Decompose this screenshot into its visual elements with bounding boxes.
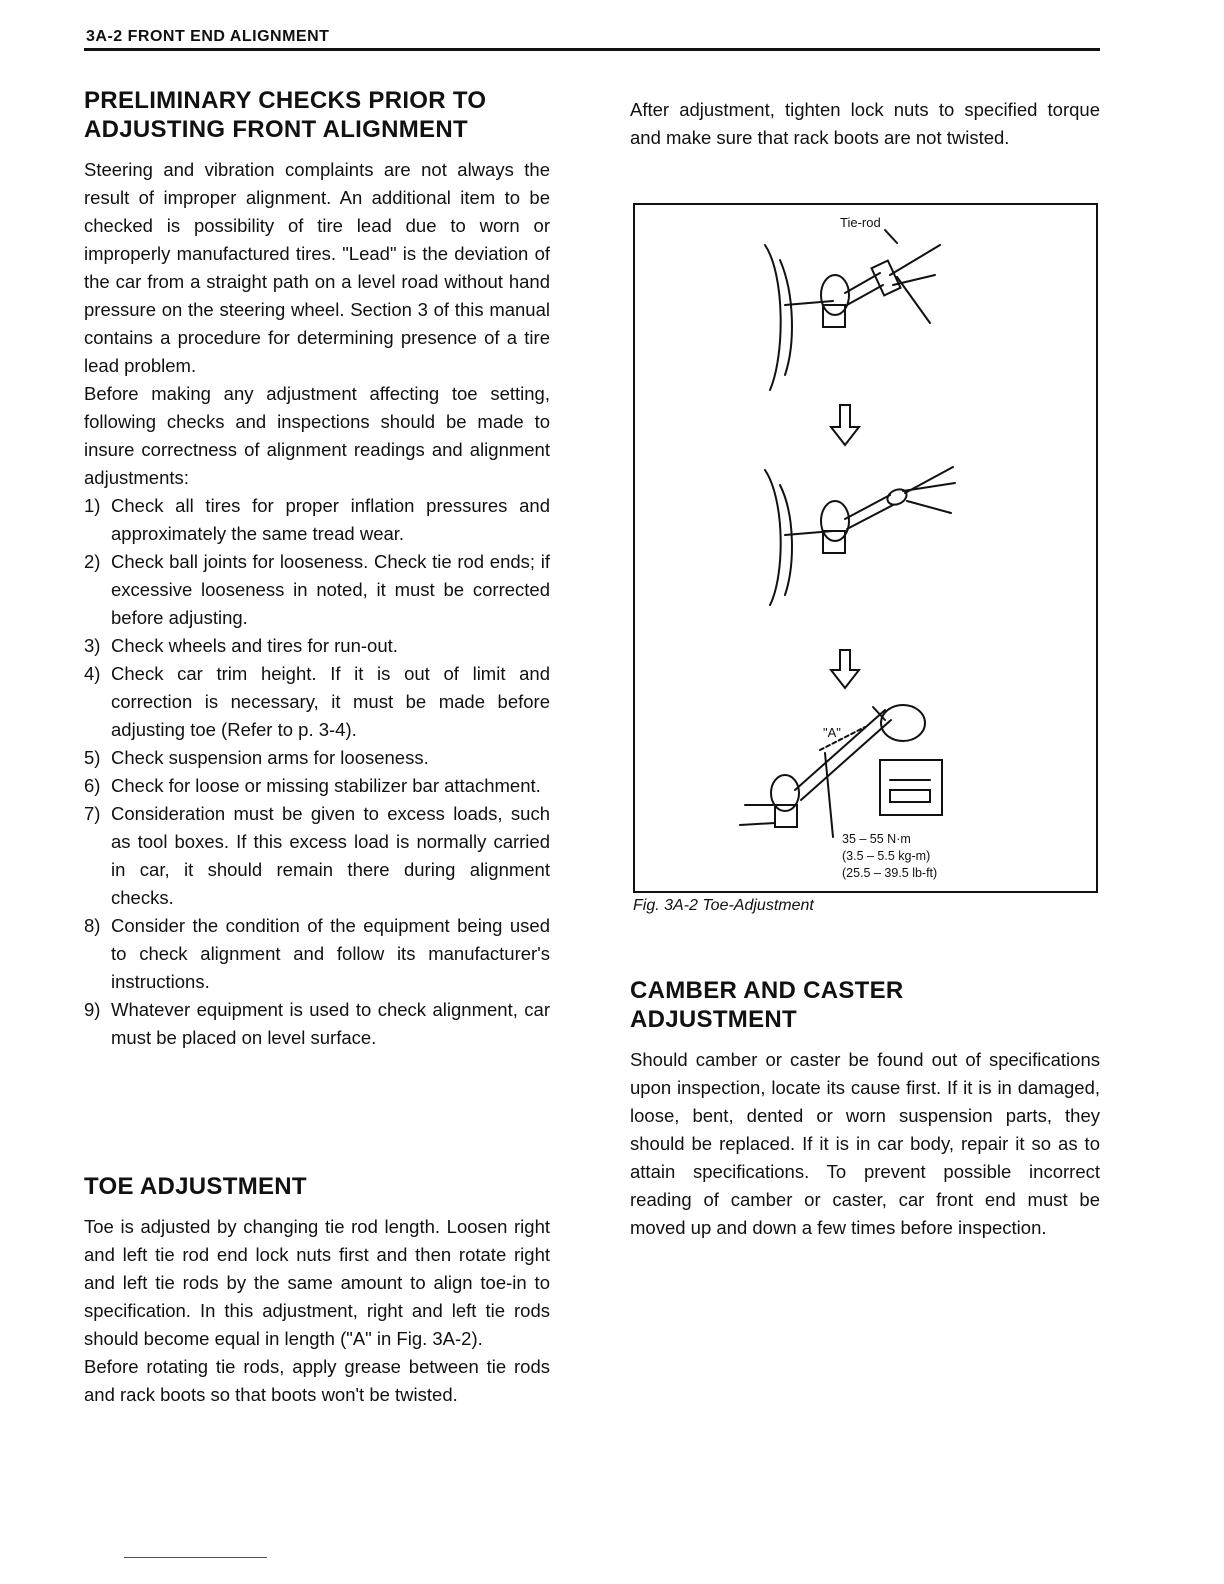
list-item-number: 4) — [84, 663, 101, 684]
list-item — [84, 632, 550, 660]
down-arrow-icon — [831, 405, 859, 445]
prelim-check-list — [84, 492, 550, 1052]
list-item-number: 6) — [84, 775, 101, 796]
list-item-number: 2) — [84, 551, 101, 572]
list-item — [84, 660, 550, 744]
camber-heading-line1: CAMBER AND CASTER — [630, 977, 904, 1004]
list-item-text: Check wheels and tires for run-out. — [111, 635, 398, 656]
list-item — [84, 912, 550, 996]
a-length-label: "A" — [823, 725, 841, 740]
torque-lbft: (25.5 – 39.5 lb-ft) — [842, 866, 938, 880]
list-item — [84, 800, 550, 912]
toe-adjustment-illustration — [635, 205, 1100, 895]
list-item-number: 3) — [84, 635, 101, 656]
list-item — [84, 772, 550, 800]
left-column — [84, 86, 550, 1052]
stage-1-tie-rod-drawing — [765, 230, 940, 390]
tie-rod-label: Tie-rod — [840, 215, 881, 230]
toe-adjustment-figure — [633, 203, 1098, 893]
after-adjust-text: After adjustment, tighten lock nuts to specified torque and make sure that rack boots are not twisted. — [630, 99, 1100, 148]
torque-spec — [842, 831, 937, 882]
prelim-para2: Before making any adjustment affecting toe setting, following checks and inspections should be made to insure correctness of alignment readings and alignment adjustments: — [84, 383, 550, 488]
list-item-text: Check for loose or missing stabilizer bar attachment. — [111, 775, 541, 796]
camber-heading — [630, 976, 1100, 1034]
list-item — [84, 996, 550, 1052]
list-item-number: 8) — [84, 915, 101, 936]
torque-kgm: (3.5 – 5.5 kg-m) — [842, 849, 931, 863]
toe-para2: Before rotating tie rods, apply grease between tie rods and rack boots so that boots won't be twisted. — [84, 1356, 550, 1405]
list-item-number: 7) — [84, 803, 101, 824]
after-adjust-section — [630, 96, 1100, 152]
prelim-heading — [84, 86, 550, 144]
list-item-text: Check all tires for proper inflation pressures and approximately the same tread wear. — [111, 495, 550, 544]
toe-heading: TOE ADJUSTMENT — [84, 1173, 307, 1200]
list-item — [84, 548, 550, 632]
list-item-text: Whatever equipment is used to check alignment, car must be placed on level surface. — [111, 999, 550, 1048]
list-item-text: Check car trim height. If it is out of limit and correction is necessary, it must be made before adjusting toe (Refer to p. 3-4). — [111, 663, 550, 740]
camber-heading-line2: ADJUSTMENT — [630, 1006, 798, 1033]
prelim-heading-line1: PRELIMINARY CHECKS PRIOR TO — [84, 87, 487, 114]
footer-rule — [124, 1557, 267, 1558]
list-item — [84, 492, 550, 548]
stage-2-tie-rod-drawing — [765, 467, 955, 605]
torque-nm: 35 – 55 N·m — [842, 832, 911, 846]
header-rule — [84, 48, 1100, 51]
list-item-number: 1) — [84, 495, 101, 516]
list-item — [84, 744, 550, 772]
list-item-text: Check ball joints for looseness. Check tie rod ends; if excessive looseness in noted, it must be corrected before adjusting. — [111, 551, 550, 628]
page-header-title: 3A-2 FRONT END ALIGNMENT — [86, 28, 330, 45]
prelim-para1: Steering and vibration complaints are not always the result of improper alignment. An additional item to be checked is possibility of tire lead due to worn or improperly manufactured tires. "Lead" is the deviation of the car from a straight path on a level road without hand pressure on the steering wheel. Section 3 of this manual contains a procedure for determining presence of a tire lead problem. — [84, 159, 550, 376]
toe-para1: Toe is adjusted by changing tie rod length. Loosen right and left tie rod end lock nuts first and then rotate right and left tie rods by the same amount to align toe-in to specification. In this adjustment, right and left tie rods should become equal in length ("A" in Fig. 3A-2). — [84, 1216, 550, 1349]
list-item-number: 5) — [84, 747, 101, 768]
camber-section — [630, 976, 1100, 1242]
list-item-number: 9) — [84, 999, 101, 1020]
prelim-heading-line2: ADJUSTING FRONT ALIGNMENT — [84, 116, 468, 143]
figure-caption: Fig. 3A-2 Toe-Adjustment — [633, 897, 814, 914]
list-item-text: Consider the condition of the equipment being used to check alignment and follow its manufacturer's instructions. — [111, 915, 550, 992]
list-item-text: Consideration must be given to excess loads, such as tool boxes. If this excess load is normally carried in car, it should remain there during alignment checks. — [111, 803, 550, 908]
camber-para1: Should camber or caster be found out of specifications upon inspection, locate its cause first. If it is in damaged, loose, bent, dented or worn suspension parts, they should be replaced. If it is in car body, repair it so as to attain specifications. To prevent possible incorrect reading of camber or caster, car front end must be moved up and down a few times before inspection. — [630, 1049, 1100, 1238]
down-arrow-icon — [831, 650, 859, 688]
list-item-text: Check suspension arms for looseness. — [111, 747, 429, 768]
stage-3-tie-rod-drawing — [740, 705, 942, 837]
toe-section — [84, 1172, 550, 1409]
